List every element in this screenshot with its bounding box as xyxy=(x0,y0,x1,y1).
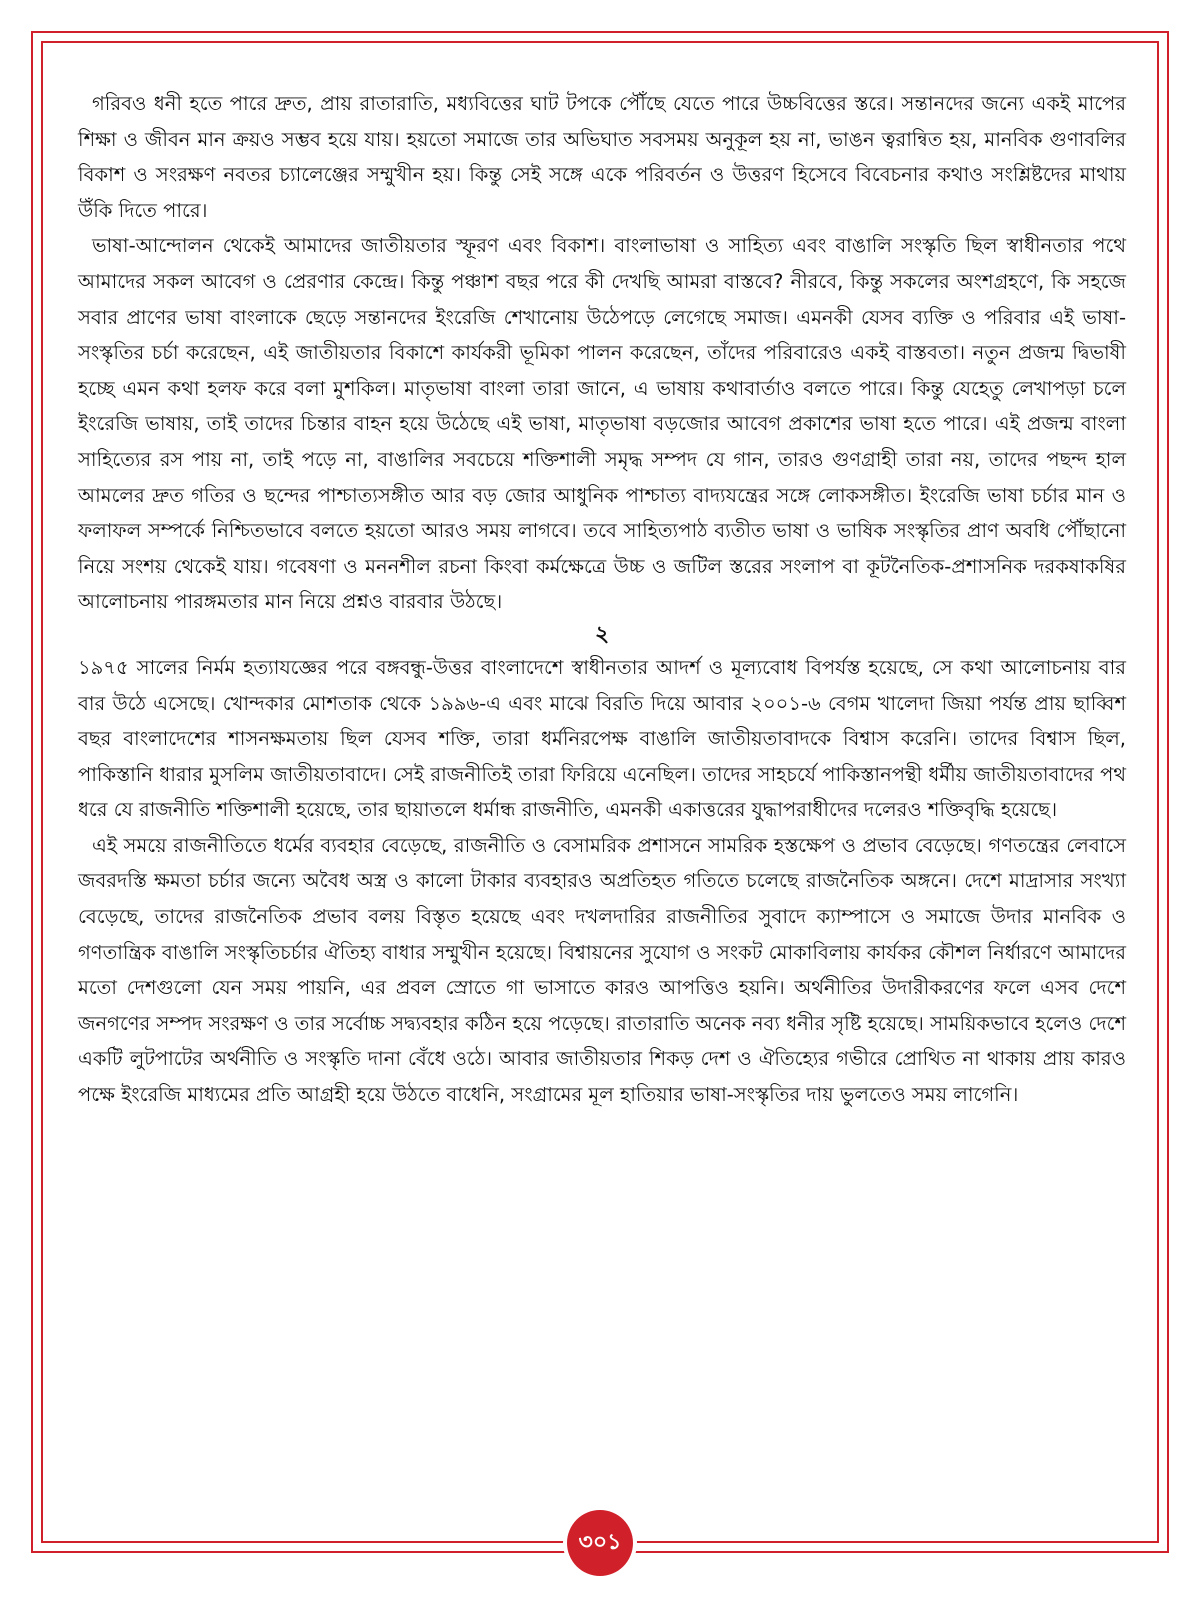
page-number-badge: ৩০১ xyxy=(567,1510,633,1576)
section-paragraph-1: ১৯৭৫ সালের নির্মম হত্যাযজ্ঞের পরে বঙ্গবন্ধু-উত্তর বাংলাদেশে স্বাধীনতার আদর্শ ও মূল্যবোধ বিপর্যস্ত হয়েছে, সে কথা আলোচনায় বার বার উঠে এসেছে। খোন্দকার মোশতাক থেকে ১৯৯৬-এ এবং মাঝে বিরতি দিয়ে আবার ২০০১-৬ বেগম খালেদা জিয়া পর্যন্ত প্রায় ছাব্বিশ বছর বাংলাদেশের শাসনক্ষমতায় ছিল যেসব শক্তি, তারা ধর্মনিরপেক্ষ বাঙালি জাতীয়তাবাদকে বিশ্বাস করেনি। তাদের বিশ্বাস ছিল, পাকিস্তানি ধারার মুসলিম জাতীয়তাবাদে। সেই রাজনীতিই তারা ফিরিয়ে এনেছিল। তাদের সাহচর্যে পাকিস্তানপন্থী ধর্মীয় জাতীয়তাবাদের পথ ধরে যে রাজনীতি শক্তিশালী হয়েছে, তার ছায়াতলে ধর্মান্ধ রাজনীতি, এমনকী একাত্তরের যুদ্ধাপরাধীদের দলেরও শক্তিবৃদ্ধি হয়েছে। xyxy=(78,655,1126,822)
paragraph-2: ভাষা-আন্দোলন থেকেই আমাদের জাতীয়তার স্ফূরণ এবং বিকাশ। বাংলাভাষা ও সাহিত্য এবং বাঙালি সংস্কৃতি ছিল স্বাধীনতার পথে আমাদের সকল আবেগ ও প্রেরণার কেন্দ্রে। কিন্তু পঞ্চাশ বছর পরে কী দেখছি আমরা বাস্তবে? নীরবে, কিন্তু সকলের অংশগ্রহণে, কি সহজে সবার প্রাণের ভাষা বাংলাকে ছেড়ে সন্তানদের ইংরেজি শেখানোয় উঠেপড়ে লেগেছে সমাজ। এমনকী যেসব ব্যক্তি ও পরিবার এই ভাষা-সংস্কৃতির চর্চা করেছেন, এই জাতীয়তার বিকাশে কার্যকরী ভূমিকা পালন করেছেন, তাঁদের পরিবারেও একই বাস্তবতা। নতুন প্রজন্ম দ্বিভাষী হচ্ছে এমন কথা হলফ করে বলা মুশকিল। মাতৃভাষা বাংলা তারা জানে, এ ভাষায় কথাবার্তাও বলতে পারে। কিন্তু যেহেতু লেখাপড়া চলে ইংরেজি ভাষায়, তাই তাদের চিন্তার বাহন হয়ে উঠেছে এই ভাষা, মাতৃভাষা বড়জোর আবেগ প্রকাশের ভাষা হতে পারে। এই প্রজন্ম বাংলা সাহিত্যের রস পায় না, তাই পড়ে না, বাঙালির সবচেয়ে শক্তিশালী সমৃদ্ধ সম্পদ যে গান, তারও গুণগ্রাহী তারা নয়, তাদের পছন্দ হাল আমলের দ্রুত গতির ও ছন্দের পাশ্চাত্যসঙ্গীত আর বড় জোর আধুনিক পাশ্চাত্য বাদ্যযন্ত্রের সঙ্গে লোকসঙ্গীত। ইংরেজি ভাষা চর্চার মান ও ফলাফল সম্পর্কে নিশ্চিতভাবে বলতে হয়তো আরও সময় লাগবে। তবে সাহিত্যপাঠ ব্যতীত ভাষা ও ভাষিক সংস্কৃতির প্রাণ অবধি পৌঁছানো নিয়ে সংশয় থেকেই যায়। গবেষণা ও মননশীল রচনা কিংবা কর্মক্ষেত্রে উচ্চ ও জটিল স্তরের সংলাপ বা কূটনৈতিক-প্রশাসনিক দরকষাকষির আলোচনায় পারঙ্গমতার মান নিয়ে প্রশ্নও বারবার উঠছে। xyxy=(78,234,1126,614)
section-paragraph-2: এই সময়ে রাজনীতিতে ধর্মের ব্যবহার বেড়েছে, রাজনীতি ও বেসামরিক প্রশাসনে সামরিক হস্তক্ষেপ ও প্রভাব বেড়েছে। গণতন্ত্রের লেবাসে জবরদস্তি ক্ষমতা চর্চার জন্যে অবৈধ অস্ত্র ও কালো টাকার ব্যবহারও অপ্রতিহত গতিতে চলেছে রাজনৈতিক অঙ্গনে। দেশে মাদ্রাসার সংখ্যা বেড়েছে, তাদের রাজনৈতিক প্রভাব বলয় বিস্তৃত হয়েছে এবং দখলদারির রাজনীতির সুবাদে ক্যাম্পাসে ও সমাজে উদার মানবিক ও গণতান্ত্রিক বাঙালি সংস্কৃতিচর্চার ঐতিহ্য বাধার সম্মুখীন হয়েছে। বিশ্বায়নের সুযোগ ও সংকট মোকাবিলায় কার্যকর কৌশল নির্ধারণে আমাদের মতো দেশগুলো যেন সময় পায়নি, এর প্রবল স্রোতে গা ভাসাতে কারও আপত্তিও হয়নি। অর্থনীতির উদারীকরণের ফলে এসব দেশে জনগণের সম্পদ সংরক্ষণ ও তার সর্বোচ্চ সদ্ব্যবহার কঠিন হয়ে পড়েছে। রাতারাতি অনেক নব্য ধনীর সৃষ্টি হয়েছে। সাময়িকভাবে হলেও দেশে একটি লুটপাটের অর্থনীতি ও সংস্কৃতি দানা বেঁধে ওঠে। আবার জাতীয়তার শিকড় দেশ ও ঐতিহ্যের গভীরে প্রোথিত না থাকায় প্রায় কারও পক্ষে ইংরেজি মাধ্যমের প্রতি আগ্রহী হয়ে উঠতে বাধেনি, সংগ্রামের মূল হাতিয়ার ভাষা-সংস্কৃতির দায় ভুলতেও সময় লাগেনি। xyxy=(78,833,1126,1107)
paragraph-1: গরিবও ধনী হতে পারে দ্রুত, প্রায় রাতারাতি, মধ্যবিত্তের ঘাট টপকে পৌঁছে যেতে পারে উচ্চবিত্তের স্তরে। সন্তানদের জন্যে একই মাপের শিক্ষা ও জীবন মান ক্রয়ও সম্ভব হয়ে যায়। হয়তো সমাজে তার অভিঘাত সবসময় অনুকূল হয় না, ভাঙন ত্বরান্বিত হয়, মানবিক গুণাবলির বিকাশ ও সংরক্ষণ নবতর চ্যালেঞ্জের সম্মুখীন হয়। কিন্তু সেই সঙ্গে একে পরিবর্তন ও উত্তরণ হিসেবে বিবেচনার কথাও সংশ্লিষ্টদের মাথায় উঁকি দিতে পারে। xyxy=(78,92,1126,222)
section-number: ২ xyxy=(594,621,610,647)
page-body xyxy=(78,86,1126,1113)
